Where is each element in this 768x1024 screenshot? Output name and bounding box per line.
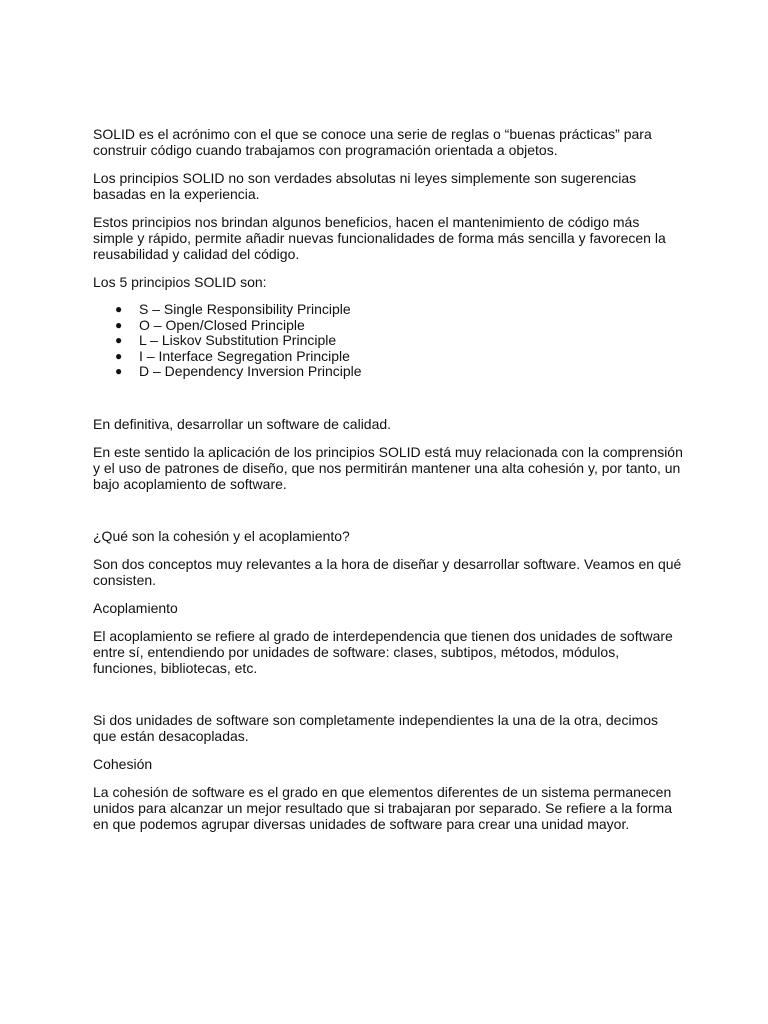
paragraph-solid-definition: SOLID es el acrónimo con el que se conoce una serie de reglas o “buenas prácticas” para construir código cuando trabajamos con programación orientada a objetos.: [93, 126, 652, 158]
bullet-icon: ●: [115, 333, 123, 348]
bullet-icon: ●: [115, 348, 123, 363]
document-page: [93, 126, 683, 844]
paragraph-solid-not-absolute: Los principios SOLID no son verdades absolutas ni leyes simplemente son sugerencias basadas en la experiencia.: [93, 170, 637, 202]
principle-label: D – Dependency Inversion Principle: [139, 363, 362, 380]
heading-coupling: Acoplamiento: [93, 599, 178, 616]
paragraph-conclusion: En definitiva, desarrollar un software de calidad.: [93, 415, 392, 432]
list-item: [93, 364, 683, 380]
paragraph-principles-intro: Los 5 principios SOLID son:: [93, 274, 267, 290]
paragraph-cohesion-definition: La cohesión de software es el grado en que elementos diferentes de un sistema permanecen unidos para alcanzar un mejor resultado que si trabajaran por separado. Se refiere a la forma en que podemos agrupar diversas unidades de software para crear una unidad mayor.: [93, 783, 672, 832]
paragraph-decoupled: Si dos unidades de software son completamente independientes la una de la otra, decimos que están desacopladas.: [93, 711, 659, 744]
paragraph-coupling-definition: El acoplamiento se refiere al grado de interdependencia que tienen dos unidades de software entre sí, entendiendo por unidades de software: clases, subtipos, métodos, módulos, funciones, bibliotecas, etc.: [93, 627, 673, 676]
bullet-icon: ●: [115, 364, 123, 379]
list-item: [93, 349, 683, 365]
heading-cohesion: Cohesión: [93, 755, 153, 772]
paragraph-concepts: Son dos conceptos muy relevantes a la hora de diseñar y desarrollar software. Veamos en qué consisten.: [93, 555, 682, 588]
principle-label: S – Single Responsibility Principle: [139, 301, 351, 317]
bullet-icon: ●: [115, 317, 123, 332]
list-item: [93, 318, 683, 334]
paragraph-question: ¿Qué son la cohesión y el acoplamiento?: [93, 527, 350, 544]
principles-list: [93, 302, 683, 380]
paragraph-solid-benefits: Estos principios nos brindan algunos beneficios, hacen el mantenimiento de código más simple y rápido, permite añadir nuevas funcionalidades de forma más sencilla y favorecen la reusabilidad y calidad del código.: [93, 214, 666, 262]
paragraph-design-patterns: En este sentido la aplicación de los principios SOLID está muy relacionada con la comprensión y el uso de patrones de diseño, que nos permitirán mantener una alta cohesión y, por tanto, un bajo acoplamiento de software.: [93, 443, 683, 492]
list-item: [93, 333, 683, 349]
bullet-icon: ●: [115, 302, 123, 316]
principle-label: L – Liskov Substitution Principle: [139, 332, 337, 349]
principle-label: I – Interface Segregation Principle: [139, 347, 350, 364]
list-item: [93, 302, 683, 318]
principle-label: O – Open/Closed Principle: [139, 316, 305, 333]
